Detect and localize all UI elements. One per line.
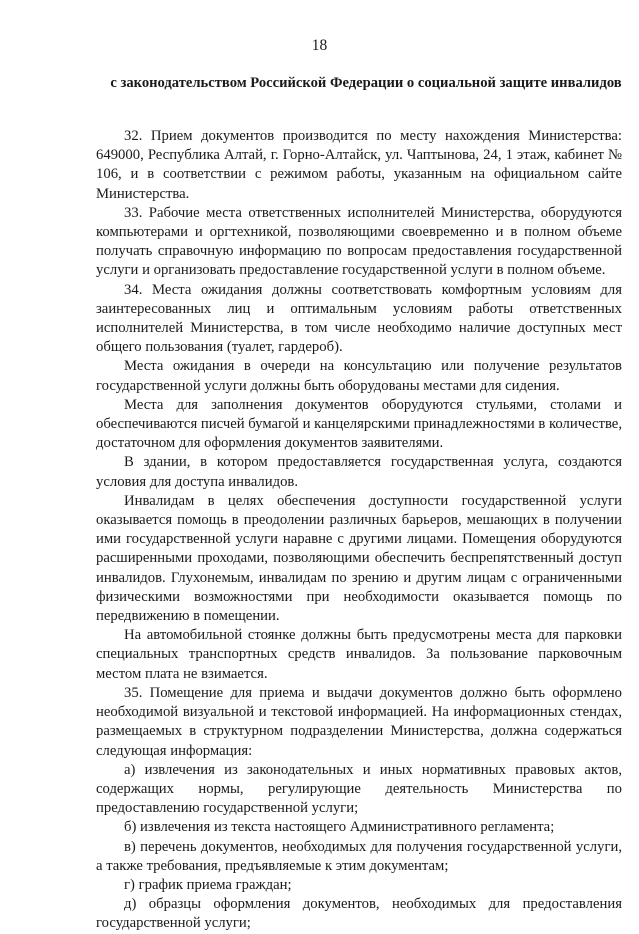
paragraph-parking: На автомобильной стоянке должны быть предусмотрены места для парковки специальных транспортных средств инвалидов. За пользование парковочным местом плата не взимается. xyxy=(96,627,622,682)
document-body xyxy=(96,127,622,934)
section-heading: с законодательством Российской Федерации о социальной защите инвалидов xyxy=(110,75,622,91)
paragraph-disabled-assistance: Инвалидам в целях обеспечения доступности государственной услуги оказывается помощь в преодолении различных барьеров, мешающих в получении ими государственной услуги наравне с другими лицами. Помещения оборудуются расширенными проходами, позволяющими обеспечить беспрепятственный доступ инвалидов. Глухонемым, инвалидам по зрению и другим лицам с ограниченными физическими возможностями при необходимости оказывается помощь по передвижению в помещении. xyxy=(96,492,622,625)
list-item-b: б) извлечения из текста настоящего Административного регламента; xyxy=(124,819,555,836)
page-number: 18 xyxy=(311,37,328,54)
paragraph-32: 32. Прием документов производится по месту нахождения Министерства: 649000, Республика Алтай, г. Горно-Алтайск, ул. Чаптынова, 24, 1 этаж, кабинет № 106, и в соответствии с режимом работы, указанным на официальном сайте Министерства. xyxy=(96,128,622,202)
list-item-g: г) график приема граждан; xyxy=(124,876,292,893)
paragraph-waiting-seats: Места ожидания в очереди на консультацию или получение результатов государственной услуги должны быть оборудованы местами для сидения. xyxy=(96,358,622,394)
list-item-a: а) извлечения из законодательных и иных нормативных правовых актов, содержащих нормы, регулирующие деятельность Министерства по предоставлению государственной услуги; xyxy=(96,761,622,817)
list-item-d: д) образцы оформления документов, необходимых для предоставления государственной услуги; xyxy=(96,896,622,932)
paragraph-34: 34. Места ожидания должны соответствовать комфортным условиям для заинтересованных лиц и оптимальным условиям работы ответственных исполнителей Министерства, в том числе необходимо наличие доступных мест общего пользования (туалет, гардероб). xyxy=(96,281,622,356)
paragraph-form-filling-places: Места для заполнения документов оборудуются стульями, столами и обеспечиваются писчей бумагой и канцелярскими принадлежностями в количестве, достаточном для оформления документов заявителями. xyxy=(96,396,622,452)
paragraph-35: 35. Помещение для приема и выдачи документов должно быть оформлено необходимой визуальной и текстовой информацией. На информационных стендах, размещаемых в структурном подразделении Министерства, должна содержаться следующая информация: xyxy=(96,684,622,759)
paragraph-33: 33. Рабочие места ответственных исполнителей Министерства, оборудуются компьютерами и оргтехникой, позволяющими своевременно и в полном объеме получать справочную информацию по вопросам предоставления государственной услуги и организовать предоставление государственной услуги в полном объеме. xyxy=(96,204,622,279)
list-item-v: в) перечень документов, необходимых для получения государственной услуги, а также требования, предъявляемые к этим документам; xyxy=(96,838,622,874)
paragraph-building-access: В здании, в котором предоставляется государственная услуга, создаются условия для доступа инвалидов. xyxy=(96,454,622,490)
